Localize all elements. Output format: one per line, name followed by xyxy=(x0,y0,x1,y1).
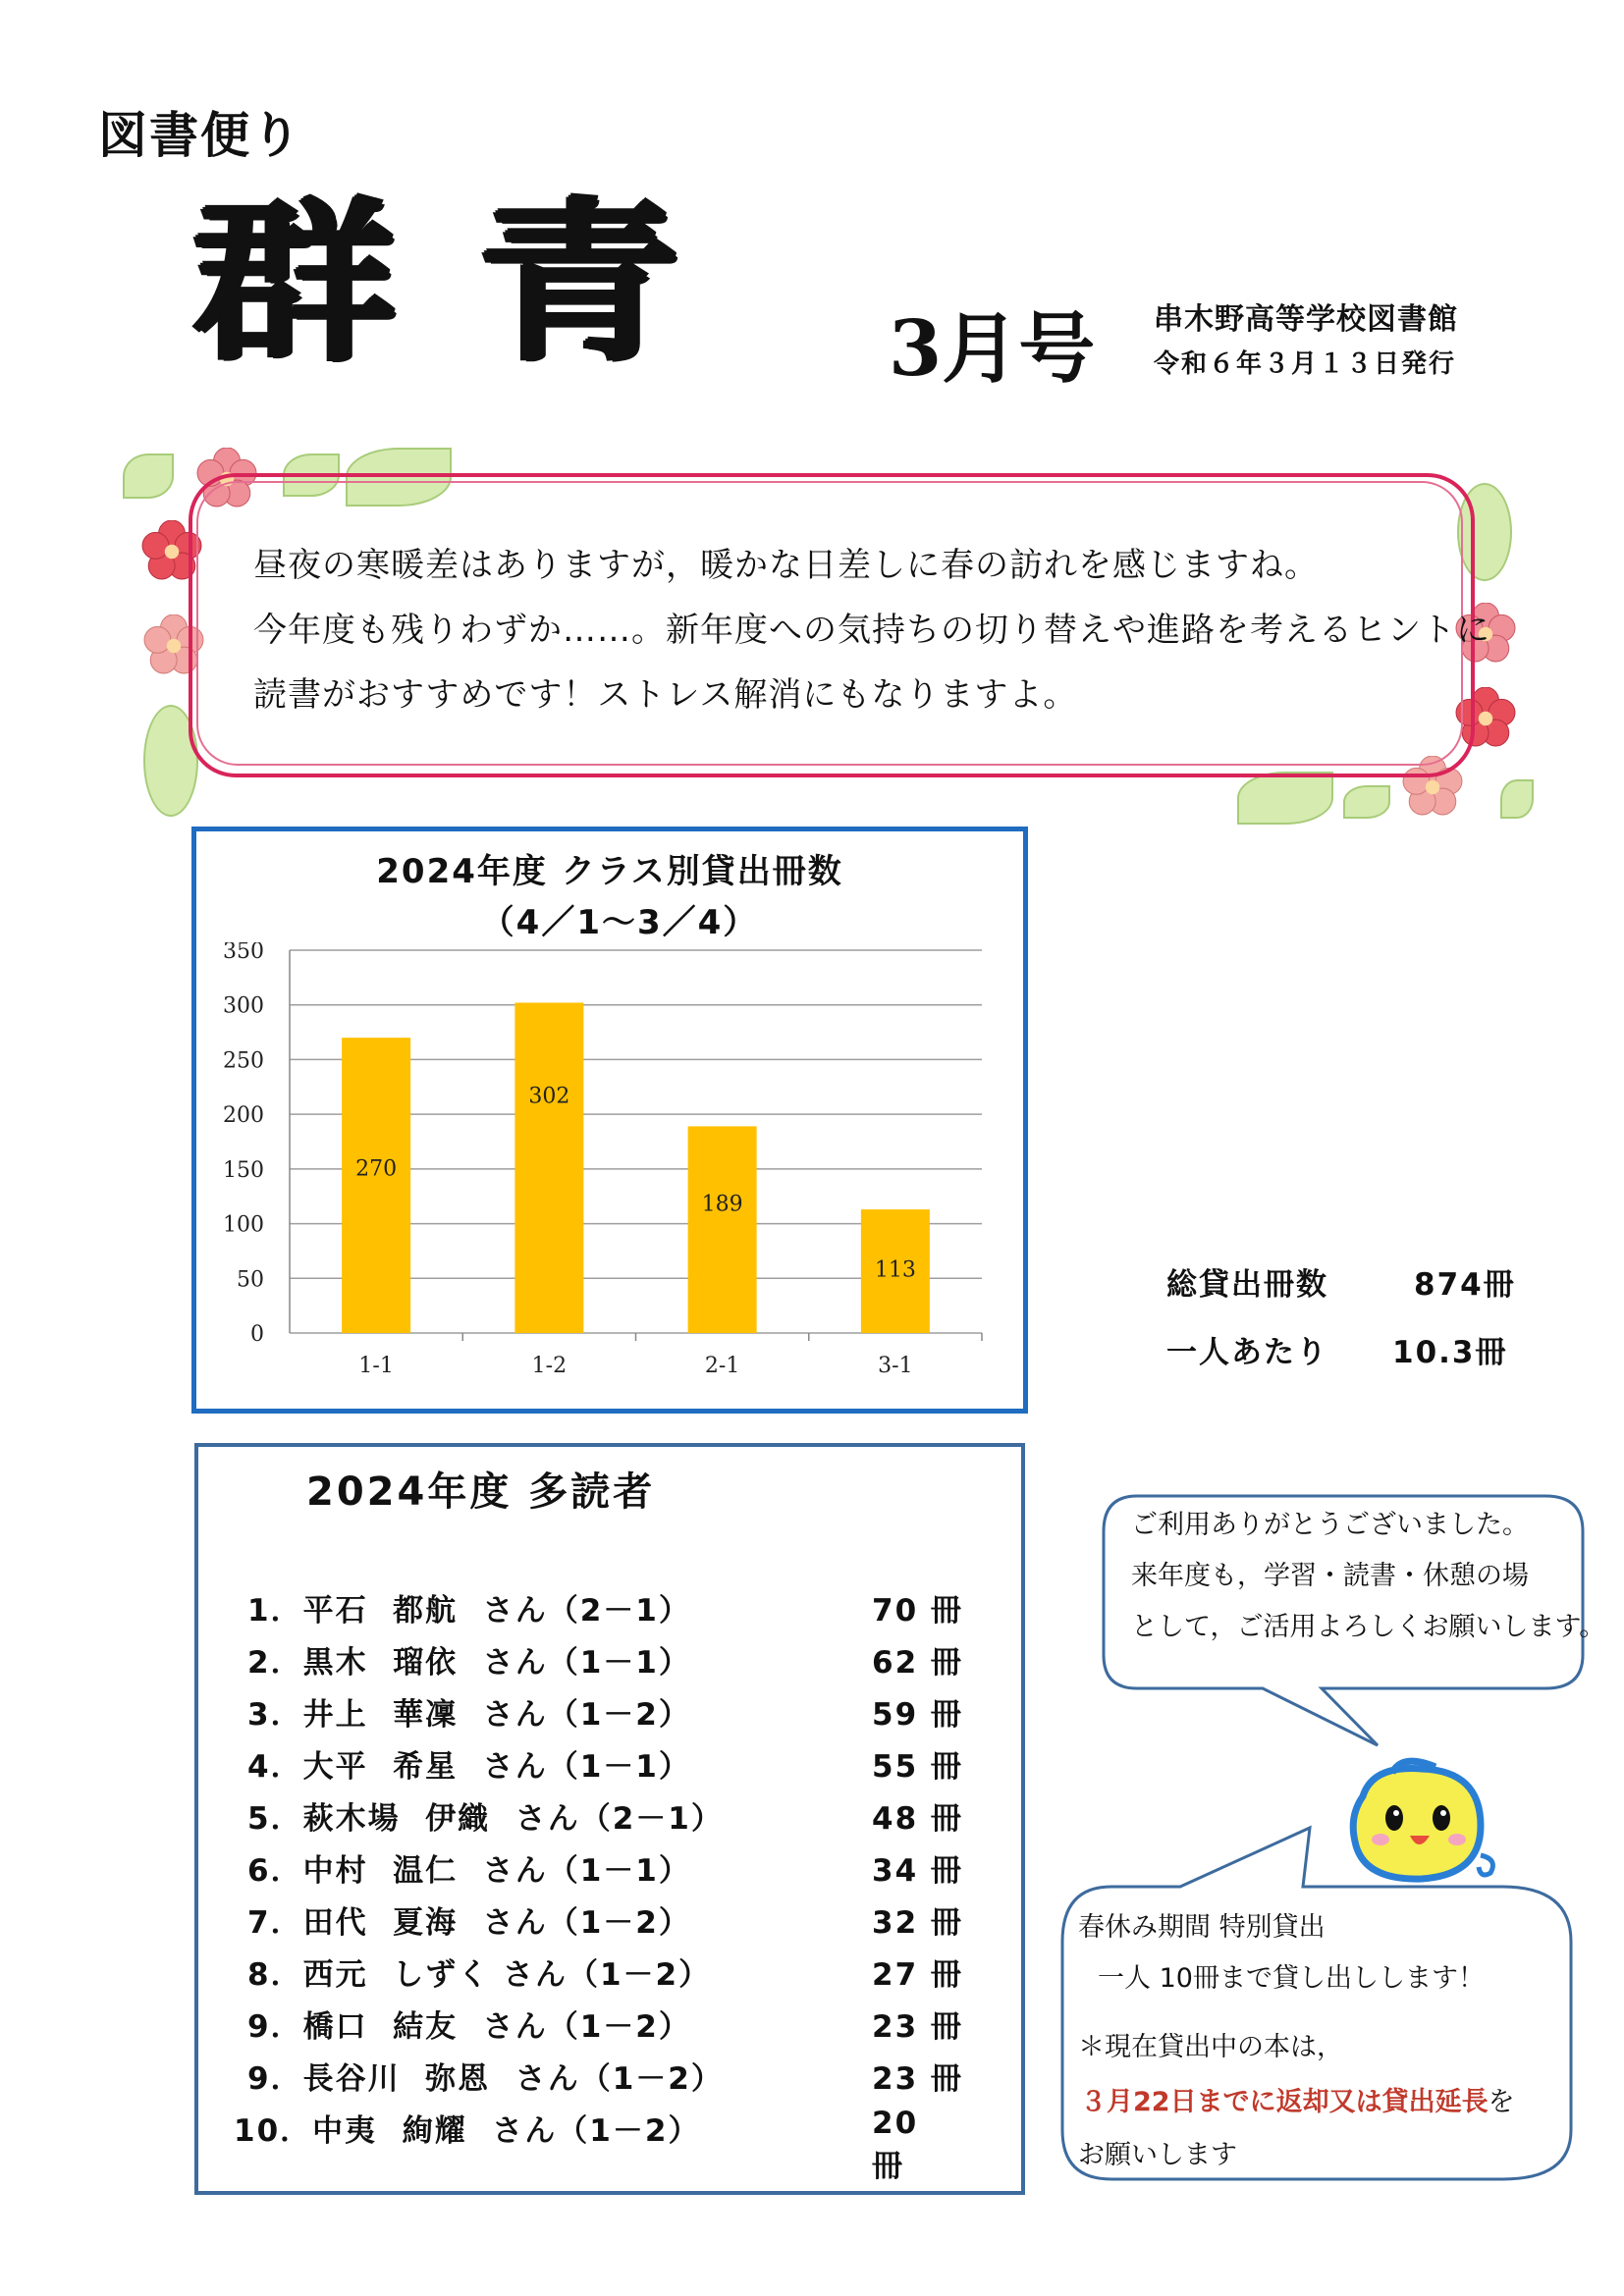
leaf-decoration xyxy=(123,454,174,499)
bar xyxy=(342,1038,410,1333)
data-label: 189 xyxy=(701,1192,743,1217)
greeting-line-2: 今年度も残りわずか……。新年度への気持ちの切り替えや進路を考えるヒントに xyxy=(253,611,1490,650)
reader-count: 55 冊 xyxy=(872,1749,963,1785)
bubble-bottom-line-2: 一人 10冊まで貸し出しします！ xyxy=(1098,1963,1485,1994)
bubble-top-line-1: ご利用ありがとうございました。 xyxy=(1131,1510,1529,1540)
return-deadline-text: ３月22日までに返却又は貸出延長 xyxy=(1080,2087,1489,2117)
reader-count: 59 冊 xyxy=(872,1697,963,1733)
reader-name: 5．萩木場 伊織 さん（2－1） xyxy=(247,1801,724,1837)
ranking-title: 2024年度 多読者 xyxy=(306,1469,656,1515)
total-loans-value: 874冊 xyxy=(1414,1267,1516,1303)
y-tick-label: 200 xyxy=(223,1103,264,1129)
bubble-bottom-line-4 xyxy=(1080,2081,1515,2124)
pre-title: 図書便り xyxy=(98,106,302,164)
reader-count: 20 冊 xyxy=(872,2106,919,2184)
x-tick-label: 1-1 xyxy=(358,1354,394,1378)
reader-count: 48 冊 xyxy=(872,1801,963,1837)
leaf-decoration xyxy=(1237,772,1333,825)
data-label: 302 xyxy=(528,1084,570,1109)
bubble-bottom-line-5: お願いします xyxy=(1078,2140,1237,2170)
ranking-row xyxy=(247,1793,974,1842)
ranking-row xyxy=(247,1897,974,1947)
ranking-row xyxy=(247,1637,974,1686)
issue-label: 3月号 xyxy=(889,304,1096,394)
ranking-row xyxy=(247,2002,974,2051)
y-tick-label: 50 xyxy=(237,1267,264,1293)
ranking-row xyxy=(247,1585,974,1634)
x-tick-label: 3-1 xyxy=(878,1354,913,1378)
reader-name: 8．西元 しずく さん（1－2） xyxy=(247,1957,712,1993)
y-tick-label: 100 xyxy=(223,1212,264,1238)
bar-chart xyxy=(196,942,1021,1394)
reader-count: 32 冊 xyxy=(872,1905,963,1941)
greeting-line-3: 読書がおすすめです！ストレス解消にもなりますよ。 xyxy=(253,675,1078,715)
reader-name: 2．黒木 瑠依 さん（1－1） xyxy=(247,1645,691,1681)
bar xyxy=(688,1126,757,1333)
greeting-line-1: 昼夜の寒暖差はありますが，暖かな日差しに春の訪れを感じますね。 xyxy=(253,546,1319,585)
school-name: 串木野高等学校図書館 xyxy=(1154,302,1458,337)
chart-subtitle: （4／1～3／4） xyxy=(480,903,759,942)
y-tick-label: 0 xyxy=(250,1322,264,1347)
bubble-bottom-line-4-rest: を xyxy=(1488,2087,1515,2117)
ranking-row xyxy=(234,2106,960,2184)
reader-count: 27 冊 xyxy=(872,1957,963,1993)
ranking-row xyxy=(247,1845,974,1895)
per-person-label: 一人あたり xyxy=(1166,1335,1328,1370)
reader-name: 3．井上 華凜 さん（1－2） xyxy=(247,1697,691,1733)
reader-name: 9．橋口 結友 さん（1－2） xyxy=(247,2009,691,2045)
reader-name: 6．中村 温仁 さん（1－1） xyxy=(247,1853,691,1889)
ranking-row xyxy=(247,1949,974,1999)
speech-bubble-bottom xyxy=(1053,1824,1583,2187)
data-label: 113 xyxy=(874,1257,916,1283)
per-person-value: 10.3冊 xyxy=(1392,1335,1508,1370)
reader-name: 1．平石 都航 さん（2－1） xyxy=(247,1593,691,1629)
masthead-title: 群青 xyxy=(191,181,762,384)
ranking-row xyxy=(247,1689,974,1738)
issue-date: 令和６年３月１３日発行 xyxy=(1154,349,1457,379)
reader-count: 23 冊 xyxy=(872,2009,963,2045)
leaf-decoration xyxy=(1343,785,1390,819)
bubble-top-line-2: 来年度も，学習・読書・休憩の場 xyxy=(1131,1561,1529,1591)
bar xyxy=(514,1002,583,1333)
y-tick-label: 250 xyxy=(223,1048,264,1074)
reader-count: 23 冊 xyxy=(872,2061,963,2097)
y-tick-label: 150 xyxy=(223,1157,264,1183)
bubble-top-line-3: として，ご活用よろしくお願いします。 xyxy=(1131,1612,1606,1642)
data-label: 270 xyxy=(355,1156,398,1182)
chart-title: 2024年度 クラス別貸出冊数 xyxy=(376,852,843,891)
ranking-row xyxy=(247,2054,974,2103)
total-loans-label: 総貸出冊数 xyxy=(1166,1267,1328,1303)
x-tick-label: 2-1 xyxy=(704,1354,740,1378)
y-tick-label: 350 xyxy=(223,942,264,964)
reader-count: 70 冊 xyxy=(872,1593,963,1629)
leaf-decoration xyxy=(1500,779,1534,819)
reader-name: 9．長谷川 弥恩 さん（1－2） xyxy=(247,2061,724,2097)
reader-count: 62 冊 xyxy=(872,1645,963,1681)
y-tick-label: 300 xyxy=(223,993,264,1019)
reader-name: 7．田代 夏海 さん（1－2） xyxy=(247,1905,691,1941)
reader-name: 4．大平 希星 さん（1－1） xyxy=(247,1749,691,1785)
bubble-bottom-line-3: ＊現在貸出中の本は， xyxy=(1078,2032,1343,2062)
bubble-bottom-line-1: 春休み期間 特別貸出 xyxy=(1078,1912,1326,1943)
x-tick-label: 1-2 xyxy=(531,1354,568,1378)
reader-count: 34 冊 xyxy=(872,1853,963,1889)
ranking-row xyxy=(247,1741,974,1790)
reader-name: 10．中夷 絢耀 さん（1－2） xyxy=(234,2113,701,2149)
